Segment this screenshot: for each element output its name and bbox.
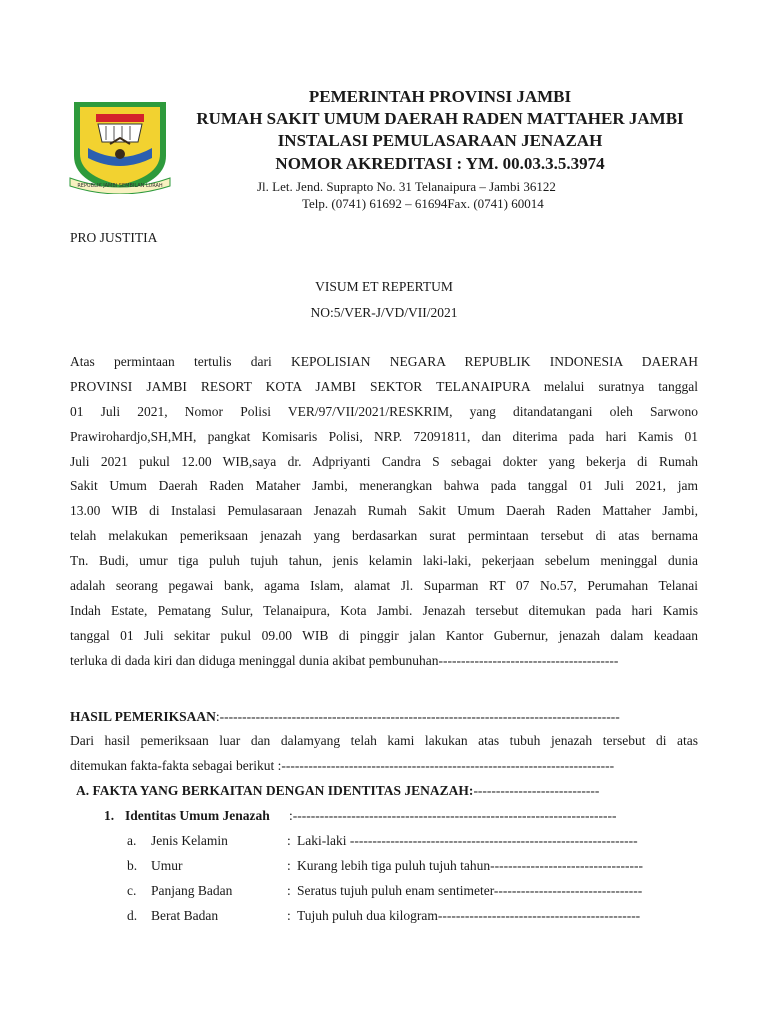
paragraph-line: telah melakukan pemeriksaan jenazah yang berdasarkan surat permintaan tersebut di atas bernama — [70, 528, 698, 544]
identity-item — [127, 907, 641, 925]
item-letter: b. — [127, 858, 138, 873]
identity-item — [127, 857, 643, 875]
identity-item — [127, 882, 643, 900]
paragraph-line: Indah Estate, Pematang Sulur, Telanaipura, Kota Jambi. Jenazah tersebut ditemukan pada hari Kamis — [70, 602, 698, 618]
section-a-dashes: ---------------------------- — [473, 783, 600, 798]
item-colon: : — [287, 858, 291, 873]
subsection-1-dashes: :------------------------------------------------------------------------ — [289, 808, 617, 823]
subsection-1-number: 1. — [104, 808, 115, 823]
paragraph-line: tanggal 01 Juli sekitar pukul 09.00 WIB di pinggir jalan Kantor Gubernur, jenazah dalam keadaan — [70, 627, 698, 643]
paragraph-line: Sakit Umum Daerah Raden Mataher Jambi, menerangkan bahwa pada tanggal 01 Juli 2021, jam — [70, 478, 698, 494]
intro-line-1: Dari hasil pemeriksaan luar dan dalamyang telah kami lakukan atas tubuh jenazah tersebut di atas — [70, 733, 698, 748]
identity-item — [127, 832, 638, 850]
document-title: VISUM ET REPERTUM — [315, 279, 453, 294]
opening-paragraph — [70, 350, 698, 674]
paragraph-line: Atas permintaan tertulis dari KEPOLISIAN NEGARA REPUBLIK INDONESIA DAERAH — [70, 354, 698, 369]
paragraph-line: Tn. Budi, umur tiga puluh tujuh tahun, jenis kelamin laki-laki, pekerjaan sebelum meninggal dunia — [70, 553, 698, 569]
intro-line-2: ditemukan fakta-fakta sebagai berikut :-------------------------------------------------------------------------- — [70, 758, 615, 773]
paragraph-line: 01 Juli 2021, Nomor Polisi VER/97/VII/2021/RESKRIM, yang ditandatangani oleh Sarwono — [70, 403, 698, 419]
hasil-dashes: :----------------------------------------------------------------------------------------- — [215, 709, 620, 724]
item-letter: a. — [127, 833, 137, 848]
item-colon: : — [287, 908, 291, 923]
header-phone: Telp. (0741) 61692 – 61694Fax. (0741) 60014 — [302, 196, 544, 211]
header-accreditation: NOMOR AKREDITASI : YM. 00.03.3.5.3974 — [275, 154, 605, 173]
item-value: Kurang lebih tiga puluh tujuh tahun---------------------------------- — [297, 858, 643, 873]
item-value: Tujuh puluh dua kilogram--------------------------------------------- — [297, 908, 641, 923]
paragraph-line: terluka di dada kiri dan diduga meninggal dunia akibat pembunuhan---------------------------------------- — [70, 652, 619, 668]
pro-justitia-label: PRO JUSTITIA — [70, 230, 158, 245]
paragraph-line: PROVINSI JAMBI RESORT KOTA JAMBI SEKTOR TELANAIPURA melalui suratnya tanggal — [70, 378, 698, 394]
subsection-1-heading — [104, 807, 617, 825]
hasil-label: HASIL PEMERIKSAAN — [70, 709, 216, 724]
header-address: Jl. Let. Jend. Suprapto No. 31 Telanaipura – Jambi 36122 — [257, 179, 556, 194]
item-letter: d. — [127, 908, 138, 923]
jambi-crest-logo — [66, 96, 174, 194]
item-label: Jenis Kelamin — [151, 833, 228, 848]
section-a-title: A. FAKTA YANG BERKAITAN DENGAN IDENTITAS JENAZAH: — [76, 783, 474, 798]
item-label: Umur — [151, 858, 183, 873]
item-value: Seratus tujuh puluh enam sentimeter--------------------------------- — [297, 883, 643, 898]
paragraph-line: Prawirohardjo,SH,MH, pangkat Komisaris Polisi, NRP. 72091811, dan diterima pada hari Kamis 01 — [70, 428, 698, 444]
document-number: NO:5/VER-J/VD/VII/2021 — [310, 305, 458, 320]
section-a-heading — [76, 782, 599, 800]
svg-text:REPUBLIK JAMBI SEMBILAN LURAH: REPUBLIK JAMBI SEMBILAN LURAH — [77, 183, 163, 189]
paragraph-line: Juli 2021 pukul 12.00 WIB,saya dr. Adpriyanti Candra S sebagai dokter yang bekerja di Rumah — [70, 453, 698, 469]
item-colon: : — [287, 883, 291, 898]
header-installation: INSTALASI PEMULASARAAN JENAZAH — [277, 131, 603, 150]
header-government: PEMERINTAH PROVINSI JAMBI — [308, 87, 572, 106]
hasil-heading — [70, 708, 620, 726]
item-label: Berat Badan — [151, 908, 219, 923]
paragraph-line: 13.00 WIB di Instalasi Pemulasaraan Jenazah Rumah Sakit Umum Daerah Raden Mattaher Jambi, — [70, 503, 698, 519]
item-letter: c. — [127, 883, 137, 898]
item-label: Panjang Badan — [151, 883, 233, 898]
subsection-1-label: Identitas Umum Jenazah — [125, 808, 270, 823]
item-value: Laki-laki ---------------------------------------------------------------- — [297, 833, 638, 848]
letterhead — [180, 86, 700, 176]
header-hospital: RUMAH SAKIT UMUM DAERAH RADEN MATTAHER JAMBI — [196, 109, 684, 128]
paragraph-line: adalah seorang pegawai bank, agama Islam, alamat Jl. Suparman RT 07 No.57, Perumahan Telanai — [70, 578, 698, 594]
item-colon: : — [287, 833, 291, 848]
